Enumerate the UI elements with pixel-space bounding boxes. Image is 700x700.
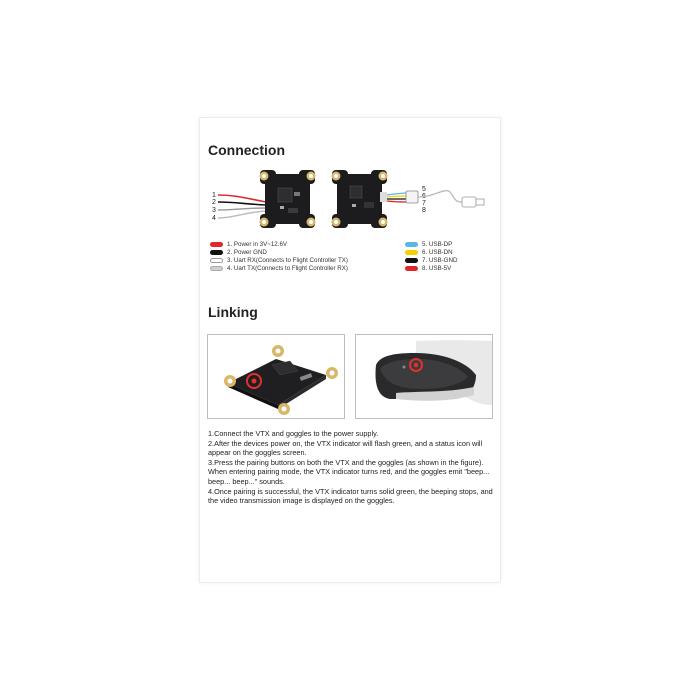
wire-grey [218,211,266,218]
linking-steps [208,429,498,506]
connection-diagram [200,162,500,236]
connection-title: Connection [208,142,285,158]
legend-label: 6. USB-DN [422,249,453,256]
legend-item-2 [210,249,267,256]
legend-item-3 [210,257,348,264]
legend-item-7 [405,257,457,264]
pin-label-4: 4 [212,215,216,222]
legend-swatch [405,266,418,271]
linking-step-2: 2.After the devices power on, the VTX indicator will flash green, and a status icon will appear on the goggles screen. [208,438,483,458]
legend-swatch [405,242,418,247]
pin-label-5: 5 [422,186,426,193]
legend-label: 1. Power in 3V~12.6V [227,241,288,248]
legend-swatch [210,266,223,271]
pin-label-7: 7 [422,200,426,207]
wire-usb-red [387,201,407,202]
linking-title: Linking [208,304,258,320]
legend-swatch [405,250,418,255]
legend-item-6 [405,249,453,256]
legend-label: 2. Power GND [227,249,267,256]
wire-white [218,208,266,210]
linking-step-4: 4.Once pairing is successful, the VTX indicator turns solid green, the beeping stops, and the video transmission image is displayed on the goggles. [208,486,493,506]
wire-red [218,195,266,202]
legend-swatch [210,242,223,247]
pin-label-8: 8 [422,207,426,214]
linking-step-3: 3.Press the pairing buttons on both the VTX and the goggles (as shown in the figure). When entering pairing mode, the VTX indicator turns red, and the goggles emit "beep... beep... beep..." sounds. [208,457,490,486]
legend-label: 3. Uart RX(Connects to Flight Controller TX) [227,257,348,264]
legend-label: 8. USB-5V [422,265,452,272]
legend-item-8 [405,265,451,272]
goggles-pairing-photo [355,334,493,419]
legend-label: 7. USB-GND [422,257,458,264]
legend-swatch [210,258,223,263]
legend-label: 5. USB-DP [422,241,453,248]
usb-connector [406,191,418,203]
wire-usb-yellow [387,196,407,197]
manual-page [200,118,500,582]
legend-item-1 [210,241,287,248]
pin-label-3: 3 [212,207,216,214]
pin-label-1: 1 [212,192,216,199]
legend-swatch [405,258,418,263]
legend-item-5 [405,241,452,248]
legend-item-4 [210,265,348,272]
wire-black [218,202,266,205]
pin-label-6: 6 [422,193,426,200]
linking-step-1: 1.Connect the VTX and goggles to the power supply. [208,429,379,438]
wire-usb-blue [387,193,407,195]
legend-label: 4. Uart TX(Connects to Flight Controller RX) [227,265,348,272]
vtx-pairing-photo [207,334,345,419]
usb-plug [462,197,476,207]
vtx-board-front [260,170,316,228]
legend-swatch [210,250,223,255]
pin-label-2: 2 [212,199,216,206]
vtx-board-back [332,170,388,228]
